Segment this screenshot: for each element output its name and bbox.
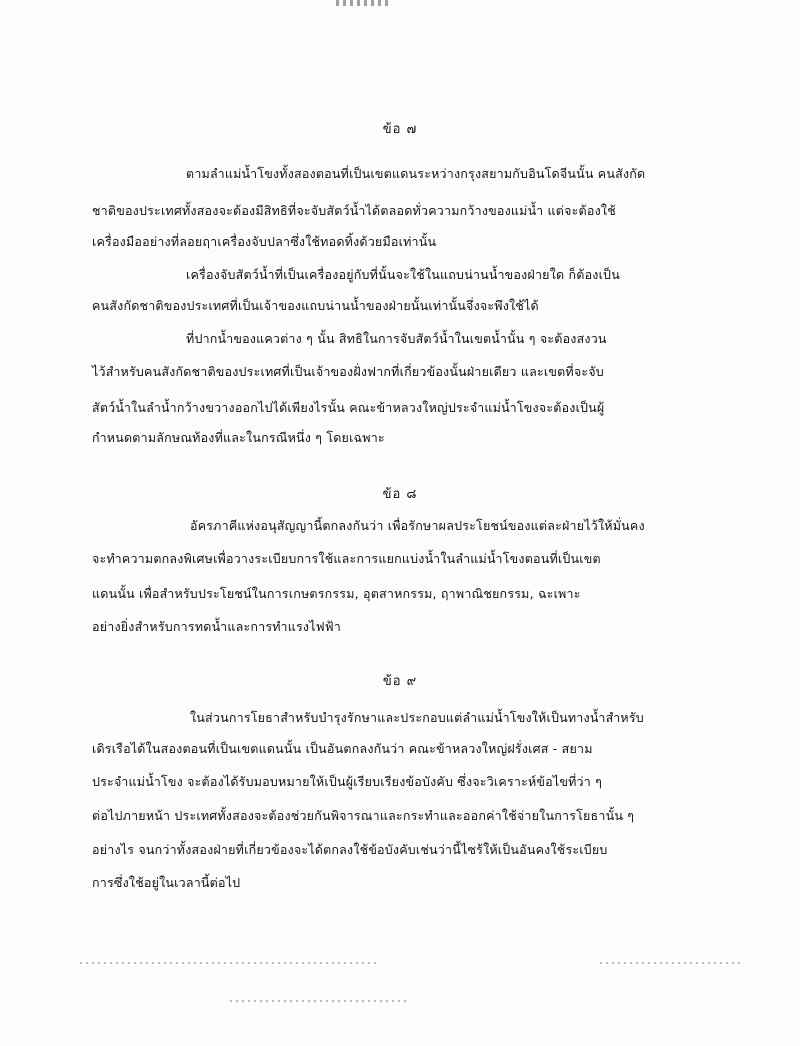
article-7-line-2: ชาติของประเทศทั้งสองจะต้องมีสิทธิที่จะจับสัตว์น้ำได้ตลอดทั่วความกว้างของแม่น้ำ แต่จะต้องใช้ [92,203,616,218]
article-8-heading: ข้อ ๘ [382,487,418,502]
article-8-line-3: แดนนั้น เพื่อสำหรับประโยชน์ในการเกษตรกรรม, อุตสาหกรรม, ฤาพาณิชยกรรม, ฉะเพาะ [92,586,581,601]
article-7-line-8: สัตว์น้ำในลำน้ำกว้างขวางออกไปได้เพียงไรนั้น คณะข้าหลวงใหญ่ประจำแม่น้ำโขงจะต้องเป็นผู้ [92,400,605,415]
article-9-line-2: เดิรเรือได้ในสองตอนที่เป็นเขตแดนนั้น เป็นอันตกลงกันว่า คณะข้าหลวงใหญ่ฝรั่งเศส - สยาม [92,741,593,756]
article-8-line-4: อย่างยิ่งสำหรับการทดน้ำและการทำแรงไฟฟ้า [92,619,342,634]
article-8-line-1: อัครภาคีแห่งอนุสัญญานี้ตกลงกันว่า เพื่อรักษาผลประโยชน์ของแต่ละฝ่ายไว้ให้มั่นคง [190,518,645,533]
article-9-heading: ข้อ ๙ [382,674,418,689]
article-9-line-3: ประจำแม่น้ำโขง จะต้องได้รับมอบหมายให้เป็นผู้เรียบเรียงข้อบังคับ ซึ่งจะวิเคราะห์ข้อไขที่ว่า ๆ [92,774,603,789]
scan-artifact [336,0,388,6]
article-7-line-1: ตามลำแม่น้ำโขงทั้งสองตอนที่เป็นเขตแดนระหว่างกรุงสยามกับอินโดจีนนั้น คนสังกัด [186,166,646,181]
article-7-line-3: เครื่องมืออย่างที่ลอยฤาเครื่องจับปลาซึ่งใช้ทอดทิ้งด้วยมือเท่านั้น [92,234,437,249]
article-7-line-4: เครื่องจับสัตว์น้ำที่เป็นเครื่องอยู่กับที่นั้นจะใช้ในแถบน่านน้ำของฝ่ายใด ก็ต้องเป็น [186,267,620,282]
article-9-line-6: การซึ่งใช้อยู่ในเวลานี้ต่อไป [92,875,241,890]
scan-artifact [600,962,740,964]
article-7-line-7: ไว้สำหรับคนสังกัดชาติของประเทศที่เป็นเจ้าของฝั่งฟากที่เกี่ยวข้องนั้นฝ่ายเดียว และเขตที่จะจับ [92,364,604,379]
article-7-line-9: กำหนดตามลักษณท้องที่และในกรณีหนึ่ง ๆ โดยเฉพาะ [92,430,385,445]
article-7-line-6: ที่ปากน้ำของแควต่าง ๆ นั้น สิทธิในการจับสัตว์น้ำในเขตน้ำนั้น ๆ จะต้องสงวน [186,331,607,346]
scan-artifact [80,962,380,964]
article-9-line-1: ในส่วนการโยธาสำหรับบำรุงรักษาและประกอบแต่ลำแม่น้ำโขงให้เป็นทางน้ำสำหรับ [190,710,644,725]
article-7-heading: ข้อ ๗ [382,122,418,137]
scan-artifact [230,1000,410,1002]
article-9-line-5: อย่างไร จนกว่าทั้งสองฝ่ายที่เกี่ยวข้องจะได้ตกลงใช้ข้อบังคับเช่นว่านี้ไซร้ให้เป็นอันคงใช้ระเบียบ [92,842,608,857]
article-9-line-4: ต่อไปภายหน้า ประเทศทั้งสองจะต้องช่วยกันพิจารณาและกระทำและออกค่าใช้จ่ายในการโยธานั้น ๆ [92,808,635,823]
article-8-line-2: จะทำความตกลงพิเศษเพื่อวางระเบียบการใช้และการแยกแบ่งน้ำในลำแม่น้ำโขงตอนที่เป็นเขต [92,551,601,566]
article-7-line-5: คนสังกัดชาติของประเทศที่เป็นเจ้าของแถบน่านน้ำของฝ่ายนั้นเท่านั้นจึ่งจะพึงใช้ได้ [92,298,539,313]
